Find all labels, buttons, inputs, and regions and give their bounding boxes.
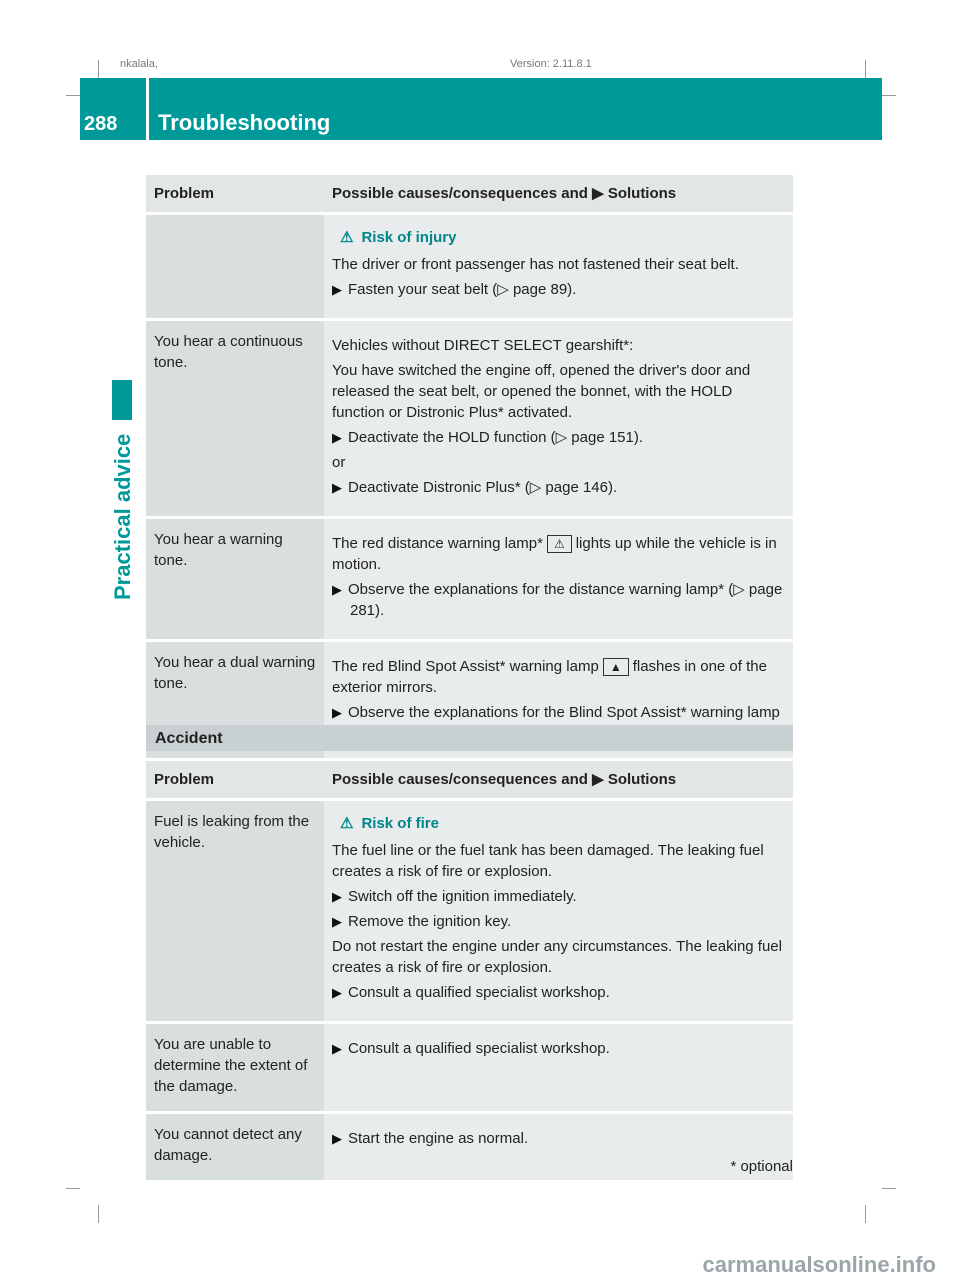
step-arrow-icon: ▶	[332, 889, 342, 904]
table-row	[146, 1023, 793, 1113]
problem-cell: Fuel is leaking from the vehicle.	[146, 800, 324, 1023]
page-reference-link[interactable]: Observe the explanations for the distance warning lamp* (▷ page 281).	[348, 581, 783, 619]
crop-mark	[865, 60, 866, 78]
problem-cell: You cannot detect any damage.	[146, 1113, 324, 1181]
meta-author: nkalala,	[120, 58, 158, 70]
warning-label: Risk of injury	[361, 229, 457, 246]
meta-version: Version: 2.11.8.1	[510, 58, 592, 70]
crop-mark	[98, 1205, 99, 1223]
cause-text: Vehicles without DIRECT SELECT gearshift*:	[332, 337, 634, 354]
solution-cell	[324, 214, 793, 320]
step-arrow-icon: ▶	[332, 914, 342, 929]
step-text: Switch off the ignition immediately.	[348, 888, 577, 905]
watermark: carmanualsonline.info	[702, 1252, 936, 1277]
problem-cell: You hear a warning tone.	[146, 518, 324, 641]
page-reference-link[interactable]: Fasten your seat belt (▷ page 89).	[348, 281, 577, 298]
blind-spot-lamp-icon: ▲	[603, 658, 629, 676]
solution-cell	[324, 518, 793, 641]
footnote-optional: * optional	[730, 1158, 793, 1175]
table-header-row	[146, 760, 793, 800]
crop-mark	[865, 1205, 866, 1223]
problem-cell: You hear a continuous tone.	[146, 320, 324, 518]
crop-mark	[882, 95, 896, 96]
problem-cell: You hear a dual warning tone.	[146, 641, 324, 763]
side-tab-marker	[112, 380, 132, 420]
solution-step	[332, 427, 785, 448]
step-arrow-icon: ▶	[332, 705, 342, 720]
column-header-solutions: Possible causes/consequences and ▶ Solutions	[324, 760, 793, 800]
side-section-label: Practical advice	[110, 433, 135, 600]
table-header-row	[146, 174, 793, 214]
or-text: or	[332, 454, 346, 471]
column-header-problem: Problem	[146, 760, 324, 800]
warning-label: Risk of fire	[361, 815, 439, 832]
cause-text: The fuel line or the fuel tank has been damaged. The leaking fuel creates a risk of fire or explosion.	[332, 842, 764, 880]
solution-cell	[324, 1023, 793, 1113]
page-title: Troubleshooting	[158, 110, 331, 135]
step-text: Start the engine as normal.	[348, 1130, 529, 1147]
accident-section-bar	[146, 725, 793, 751]
column-header-problem: Problem	[146, 174, 324, 214]
table-row	[146, 518, 793, 641]
cause-text: The driver or front passenger has not fastened their seat belt.	[332, 256, 739, 273]
step-text: Remove the ignition key.	[348, 913, 512, 930]
crop-mark	[66, 1188, 80, 1189]
table-row	[146, 1113, 793, 1181]
solution-step	[332, 982, 785, 1003]
step-arrow-icon: ▶	[332, 430, 342, 445]
warning-triangle-icon: ⚠	[340, 815, 354, 832]
distance-warning-lamp-icon: ⚠	[547, 535, 572, 553]
warning-heading	[332, 227, 785, 248]
step-text: Consult a qualified specialist workshop.	[348, 1040, 610, 1057]
troubleshooting-table-1	[146, 172, 793, 762]
solution-cell	[324, 320, 793, 518]
solution-step	[332, 886, 785, 907]
crop-mark	[66, 95, 80, 96]
troubleshooting-table-2	[146, 758, 793, 1180]
page-reference-link[interactable]: Deactivate the HOLD function (▷ page 151).	[348, 429, 644, 446]
accident-heading: Accident	[155, 730, 223, 747]
crop-mark	[98, 60, 99, 78]
solution-step	[332, 1038, 785, 1059]
cause-text-part: The red distance warning lamp*	[332, 535, 543, 552]
solution-step	[332, 1128, 785, 1149]
page-reference-link[interactable]: Deactivate Distronic Plus* (▷ page 146).	[348, 479, 618, 496]
cause-text-part: flashes in one of the exterior mirrors.	[332, 658, 767, 696]
warning-triangle-icon: ⚠	[340, 229, 354, 246]
column-header-solutions: Possible causes/consequences and ▶ Solutions	[324, 174, 793, 214]
table-row	[146, 800, 793, 1023]
cause-text: Do not restart the engine under any circumstances. The leaking fuel creates a risk of fire or explosion.	[332, 938, 782, 976]
cause-text	[332, 656, 785, 698]
solution-step	[332, 279, 785, 300]
cause-text: You have switched the engine off, opened the driver's door and released the seat belt, or opened the bonnet, with the HOLD function or Distronic Plus* activated.	[332, 362, 751, 421]
step-arrow-icon: ▶	[332, 1041, 342, 1056]
step-arrow-icon: ▶	[332, 282, 342, 297]
problem-cell	[146, 214, 324, 320]
cause-text	[332, 533, 785, 575]
cause-text-part: lights up while the vehicle is in motion.	[332, 535, 777, 573]
crop-mark	[882, 1188, 896, 1189]
table-row	[146, 320, 793, 518]
solution-cell	[324, 1113, 793, 1181]
step-arrow-icon: ▶	[332, 985, 342, 1000]
step-arrow-icon: ▶	[332, 1131, 342, 1146]
step-arrow-icon: ▶	[332, 582, 342, 597]
problem-cell: You are unable to determine the extent of the damage.	[146, 1023, 324, 1113]
cause-text-part: The red Blind Spot Assist* warning lamp	[332, 658, 599, 675]
header-divider	[146, 78, 149, 140]
page-reference-link[interactable]: Observe the explanations for the Blind Spot Assist* warning lamp	[348, 704, 780, 721]
solution-step	[332, 911, 785, 932]
warning-heading	[332, 813, 785, 834]
solution-cell	[324, 800, 793, 1023]
solution-step	[332, 579, 785, 621]
solution-step	[332, 477, 785, 498]
table-row	[146, 214, 793, 320]
page-number: 288	[84, 113, 118, 135]
step-arrow-icon: ▶	[332, 480, 342, 495]
step-text: Consult a qualified specialist workshop.	[348, 984, 610, 1001]
